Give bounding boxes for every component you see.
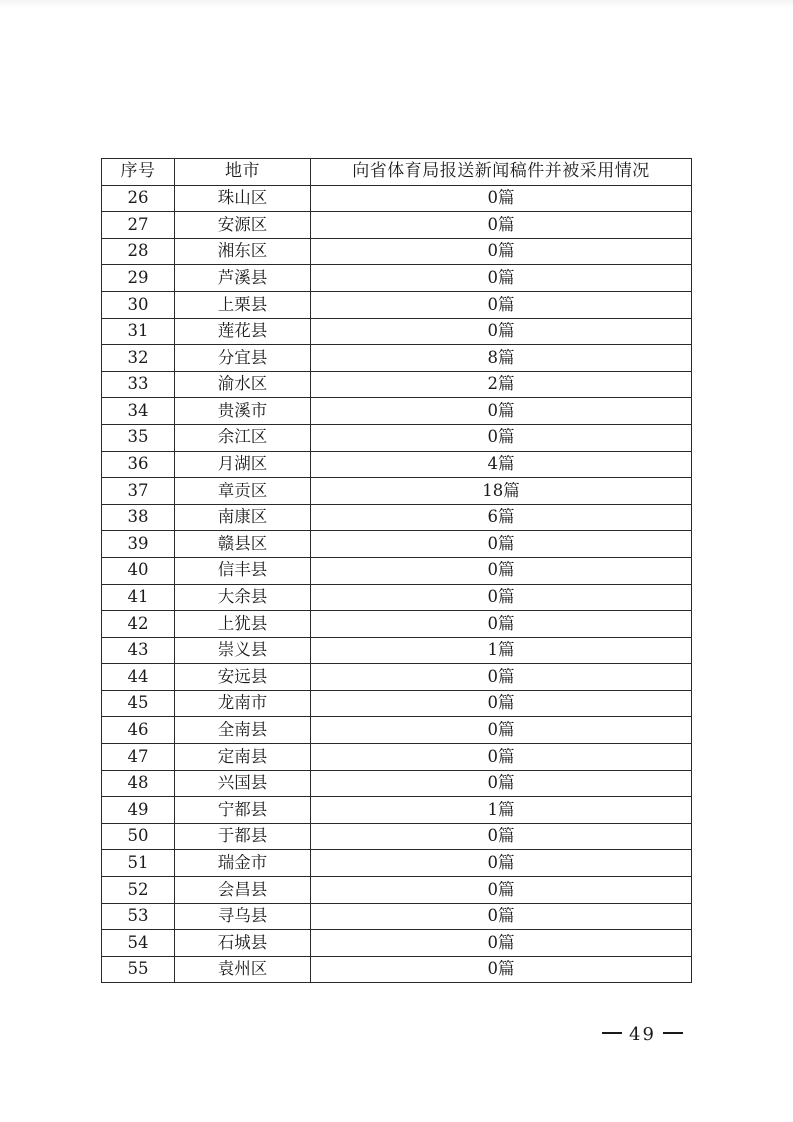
- cell-count: 0篇: [311, 611, 692, 638]
- cell-area: 信丰县: [175, 557, 311, 584]
- cell-seq: 54: [102, 930, 175, 957]
- cell-seq: 40: [102, 557, 175, 584]
- table-row: [102, 398, 692, 425]
- cell-area: 莲花县: [175, 318, 311, 345]
- cell-seq: 55: [102, 956, 175, 983]
- table-row: [102, 903, 692, 930]
- cell-area: 渝水区: [175, 371, 311, 398]
- table-row: [102, 291, 692, 318]
- table-row: [102, 531, 692, 558]
- cell-count: 0篇: [311, 265, 692, 292]
- table-row: [102, 770, 692, 797]
- table-header: [102, 159, 692, 186]
- cell-area: 贵溪市: [175, 398, 311, 425]
- table-row: [102, 877, 692, 904]
- cell-area: 安远县: [175, 664, 311, 691]
- cell-count: 0篇: [311, 557, 692, 584]
- cell-count: 0篇: [311, 903, 692, 930]
- cell-area: 会昌县: [175, 877, 311, 904]
- page-number: 49: [629, 1024, 656, 1045]
- table-row: [102, 478, 692, 505]
- cell-seq: 31: [102, 318, 175, 345]
- footer-dash-left: [602, 1032, 622, 1033]
- cell-area: 全南县: [175, 717, 311, 744]
- cell-seq: 33: [102, 371, 175, 398]
- cell-seq: 45: [102, 690, 175, 717]
- cell-count: 0篇: [311, 398, 692, 425]
- cell-seq: 51: [102, 850, 175, 877]
- table-row: [102, 690, 692, 717]
- cell-seq: 36: [102, 451, 175, 478]
- cell-count: 2篇: [311, 371, 692, 398]
- cell-count: 0篇: [311, 291, 692, 318]
- table-row: [102, 744, 692, 771]
- cell-count: 0篇: [311, 238, 692, 265]
- table-row: [102, 371, 692, 398]
- cell-seq: 53: [102, 903, 175, 930]
- cell-seq: 42: [102, 611, 175, 638]
- cell-seq: 49: [102, 797, 175, 824]
- cell-area: 兴国县: [175, 770, 311, 797]
- table-row: [102, 664, 692, 691]
- cell-area: 于都县: [175, 823, 311, 850]
- table-row: [102, 265, 692, 292]
- cell-area: 珠山区: [175, 185, 311, 212]
- cell-count: 0篇: [311, 424, 692, 451]
- page-footer: [595, 1024, 690, 1045]
- cell-area: 上栗县: [175, 291, 311, 318]
- cell-seq: 38: [102, 504, 175, 531]
- cell-area: 赣县区: [175, 531, 311, 558]
- cell-count: 18篇: [311, 478, 692, 505]
- cell-seq: 26: [102, 185, 175, 212]
- cell-area: 龙南市: [175, 690, 311, 717]
- cell-count: 0篇: [311, 717, 692, 744]
- table-row: [102, 850, 692, 877]
- cell-area: 余江区: [175, 424, 311, 451]
- cell-area: 章贡区: [175, 478, 311, 505]
- cell-count: 0篇: [311, 930, 692, 957]
- footer-dash-right: [663, 1032, 683, 1033]
- cell-seq: 46: [102, 717, 175, 744]
- cell-area: 湘东区: [175, 238, 311, 265]
- cell-seq: 44: [102, 664, 175, 691]
- cell-area: 大余县: [175, 584, 311, 611]
- cell-seq: 39: [102, 531, 175, 558]
- header-row: [102, 159, 692, 186]
- cell-count: 6篇: [311, 504, 692, 531]
- cell-count: 0篇: [311, 823, 692, 850]
- table-row: [102, 584, 692, 611]
- cell-count: 0篇: [311, 770, 692, 797]
- table-row: [102, 451, 692, 478]
- cell-area: 安源区: [175, 212, 311, 239]
- table-row: [102, 823, 692, 850]
- cell-seq: 52: [102, 877, 175, 904]
- cell-count: 0篇: [311, 690, 692, 717]
- cell-area: 月湖区: [175, 451, 311, 478]
- cell-count: 1篇: [311, 797, 692, 824]
- table-row: [102, 318, 692, 345]
- cell-area: 瑞金市: [175, 850, 311, 877]
- cell-seq: 29: [102, 265, 175, 292]
- table-body: [102, 185, 692, 983]
- cell-seq: 43: [102, 637, 175, 664]
- table-row: [102, 345, 692, 372]
- cell-area: 寻乌县: [175, 903, 311, 930]
- table-row: [102, 956, 692, 983]
- cell-seq: 30: [102, 291, 175, 318]
- cell-area: 崇义县: [175, 637, 311, 664]
- table-row: [102, 637, 692, 664]
- cell-seq: 50: [102, 823, 175, 850]
- cell-area: 上犹县: [175, 611, 311, 638]
- cell-seq: 28: [102, 238, 175, 265]
- table-row: [102, 717, 692, 744]
- table-row: [102, 504, 692, 531]
- cell-seq: 41: [102, 584, 175, 611]
- table-row: [102, 557, 692, 584]
- cell-count: 4篇: [311, 451, 692, 478]
- cell-count: 0篇: [311, 318, 692, 345]
- news-adoption-table: [101, 158, 692, 983]
- cell-count: 0篇: [311, 531, 692, 558]
- page-top-edge: [0, 0, 793, 8]
- table-row: [102, 212, 692, 239]
- cell-area: 宁都县: [175, 797, 311, 824]
- table-row: [102, 238, 692, 265]
- table-row: [102, 424, 692, 451]
- cell-count: 0篇: [311, 744, 692, 771]
- cell-count: 0篇: [311, 664, 692, 691]
- cell-area: 定南县: [175, 744, 311, 771]
- cell-area: 袁州区: [175, 956, 311, 983]
- cell-seq: 27: [102, 212, 175, 239]
- cell-area: 芦溪县: [175, 265, 311, 292]
- table-row: [102, 930, 692, 957]
- table-row: [102, 185, 692, 212]
- cell-seq: 35: [102, 424, 175, 451]
- table-row: [102, 797, 692, 824]
- table-row: [102, 611, 692, 638]
- cell-area: 分宜县: [175, 345, 311, 372]
- cell-count: 1篇: [311, 637, 692, 664]
- cell-count: 0篇: [311, 185, 692, 212]
- cell-count: 0篇: [311, 212, 692, 239]
- cell-area: 南康区: [175, 504, 311, 531]
- cell-seq: 47: [102, 744, 175, 771]
- cell-seq: 37: [102, 478, 175, 505]
- cell-count: 0篇: [311, 584, 692, 611]
- cell-count: 8篇: [311, 345, 692, 372]
- cell-count: 0篇: [311, 850, 692, 877]
- cell-area: 石城县: [175, 930, 311, 957]
- header-area: 地市: [175, 159, 311, 186]
- cell-count: 0篇: [311, 877, 692, 904]
- cell-seq: 34: [102, 398, 175, 425]
- cell-seq: 32: [102, 345, 175, 372]
- header-count: 向省体育局报送新闻稿件并被采用情况: [311, 159, 692, 186]
- cell-count: 0篇: [311, 956, 692, 983]
- cell-seq: 48: [102, 770, 175, 797]
- header-seq: 序号: [102, 159, 175, 186]
